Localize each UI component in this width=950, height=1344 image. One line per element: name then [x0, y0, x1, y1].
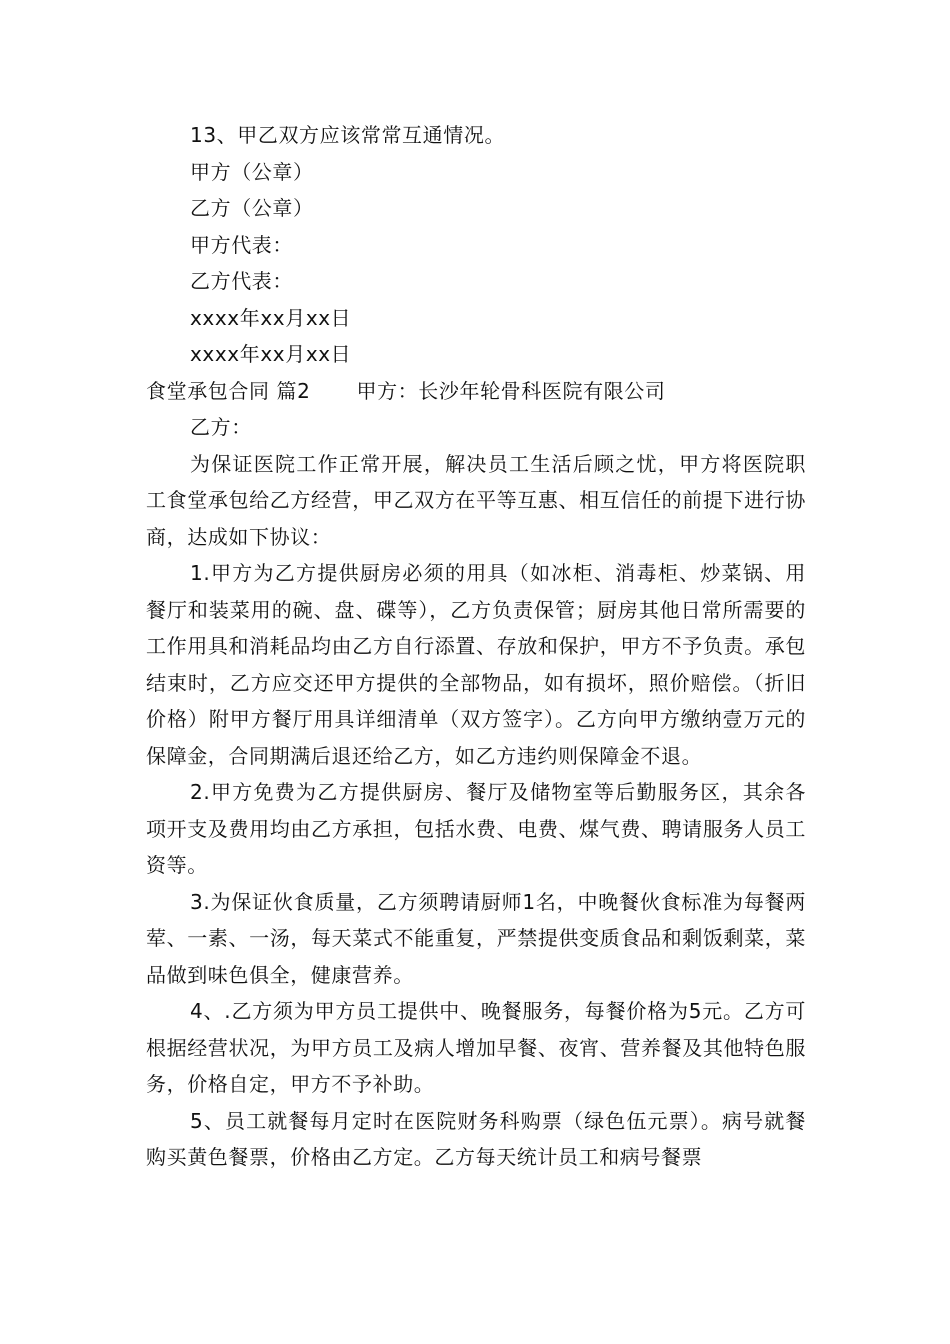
- clause-13-line: 13、甲乙双方应该常常互通情况。: [190, 123, 506, 147]
- clause-5-paragraph: 5、员工就餐每月定时在医院财务科购票（绿色伍元票）。病号就餐购买黄色餐票，价格由乙方定。乙方每天统计员工和病号餐票: [146, 1108, 806, 1169]
- section-heading-row: [146, 373, 806, 410]
- clause-2-paragraph: 2.甲方免费为乙方提供厨房、餐厅及储物室等后勤服务区，其余各项开支及费用均由乙方承担，包括水费、电费、煤气费、聘请服务人员工资等。: [146, 780, 806, 877]
- section-heading: 食堂承包合同 篇2: [146, 378, 311, 403]
- date-line-1: xxxx年xx月xx日: [190, 305, 352, 330]
- intro-paragraph: 为保证医院工作正常开展，解决员工生活后顾之忧，甲方将医院职工食堂承包给乙方经营，甲乙双方在平等互惠、相互信任的前提下进行协商，达成如下协议：: [146, 451, 806, 549]
- party-b-representative-line: 乙方代表：: [190, 269, 293, 293]
- document-body: [146, 117, 806, 1176]
- party-a-name: 甲方：长沙年轮骨科医院有限公司: [356, 378, 666, 403]
- clause-4-paragraph: 4、.乙方须为甲方员工提供中、晚餐服务，每餐价格为5元。乙方可根据经营状况，为甲方员工及病人增加早餐、夜宵、营养餐及其他特色服务，价格自定，甲方不予补助。: [146, 999, 806, 1096]
- date-line-2: xxxx年xx月xx日: [190, 342, 352, 366]
- party-b-seal-line: 乙方（公章）: [190, 196, 314, 220]
- party-b-name: 乙方：: [190, 415, 252, 439]
- clause-1-paragraph: 1.甲方为乙方提供厨房必须的用具（如冰柜、消毒柜、炒菜锅、用餐厅和装菜用的碗、盘、碟等），乙方负责保管；厨房其他日常所需要的工作用具和消耗品均由乙方自行添置、存放和保护，甲方不予负责。承包结束时，乙方应交还甲方提供的全部物品，如有损坏，照价赔偿。（折旧价格）附甲方餐厅用具详细清单（双方签字）。乙方向甲方缴纳壹万元的保障金，合同期满后退还给乙方，如乙方违约则保障金不退。: [146, 561, 806, 768]
- party-a-representative-line: 甲方代表：: [190, 232, 293, 257]
- party-a-seal-line: 甲方（公章）: [190, 159, 314, 184]
- clause-3-paragraph: 3.为保证伙食质量，乙方须聘请厨师1名，中晚餐伙食标准为每餐两荤、一素、一汤，每天菜式不能重复，严禁提供变质食品和剩饭剩菜，菜品做到味色俱全，健康营养。: [146, 889, 806, 987]
